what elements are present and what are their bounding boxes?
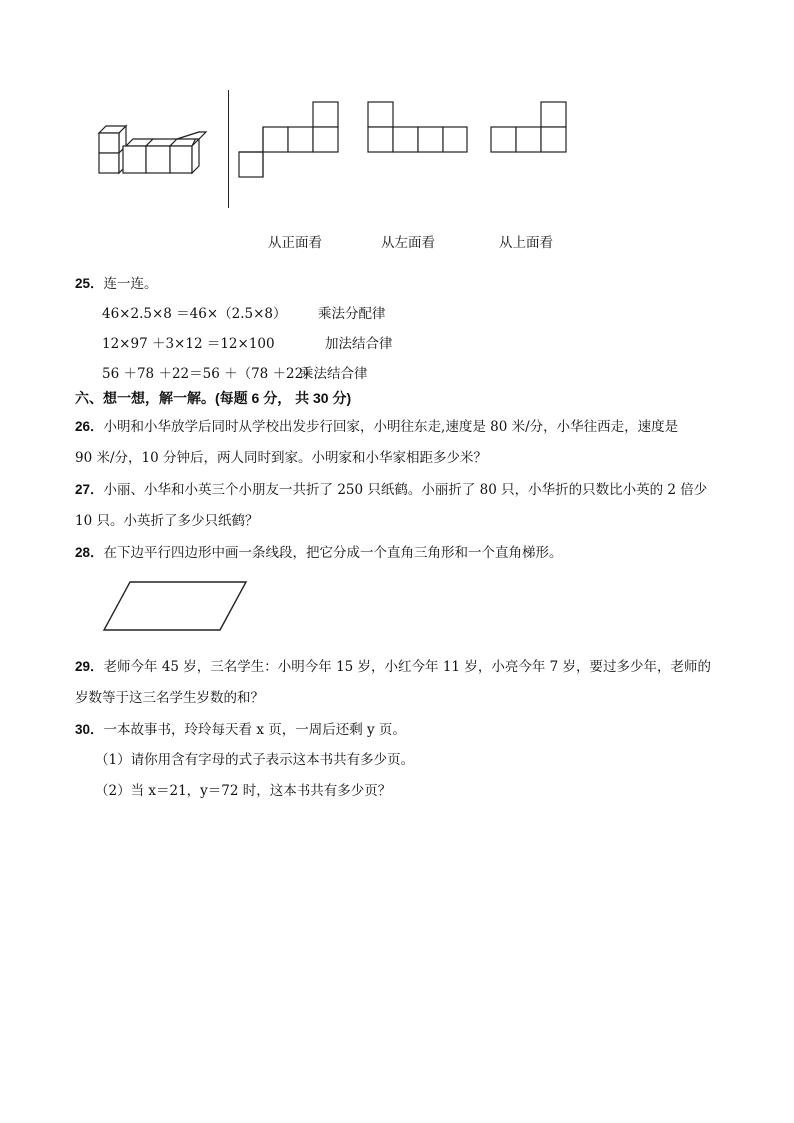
top-view-grid <box>490 101 568 153</box>
q25-law-1[interactable]: 乘法分配律 <box>318 306 386 322</box>
question-number: 30． <box>75 722 104 737</box>
separator-line <box>228 90 229 208</box>
section-6-heading: 六、想一想，解一解。(每题 6 分， 共 30 分) <box>75 390 352 406</box>
question-26-line-2: 90 米/分，10 分钟后，两人同时到家。小明家和小华家相距多少米？ <box>75 450 487 466</box>
left-view-grid <box>367 101 469 153</box>
question-26 <box>75 415 678 435</box>
question-29 <box>75 655 711 675</box>
q25-expression-1[interactable]: 46×2.5×8 ＝46×（2.5×8） <box>102 306 287 322</box>
parallelogram-figure[interactable] <box>100 578 250 634</box>
question-number: 27． <box>75 482 104 497</box>
question-text: 一本故事书，玲玲每天看 x 页，一周后还剩 y 页。 <box>103 722 406 738</box>
question-number: 28． <box>75 545 104 560</box>
question-27-line-2: 10 只。小英折了多少只纸鹤？ <box>75 513 259 529</box>
front-view-grid <box>238 101 340 178</box>
question-number: 29． <box>75 659 104 674</box>
question-28 <box>75 541 563 561</box>
cube-solid-figure <box>95 125 210 180</box>
question-number: 26． <box>75 419 104 434</box>
question-30 <box>75 718 406 738</box>
question-text: 连一连。 <box>103 276 158 292</box>
left-view-label: 从左面看 <box>381 235 435 251</box>
question-30-sub-1: （1）请你用含有字母的式子表示这本书共有多少页。 <box>95 752 415 768</box>
question-27 <box>75 478 707 498</box>
question-number: 25． <box>75 276 104 291</box>
question-30-sub-2: （2）当 x＝21，y＝72 时，这本书共有多少页？ <box>95 783 392 799</box>
q25-expression-2[interactable]: 12×97 ＋3×12 ＝12×100 <box>102 336 275 352</box>
question-29-line-2: 岁数等于这三名学生岁数的和？ <box>75 690 264 706</box>
question-text: 老师今年 45 岁，三名学生：小明今年 15 岁，小红今年 11 岁，小亮今年 7 岁，要过多少年，老师的 <box>103 659 711 675</box>
question-25 <box>75 272 158 292</box>
front-view-label: 从正面看 <box>268 235 322 251</box>
question-text: 在下边平行四边形中画一条线段，把它分成一个直角三角形和一个直角梯形。 <box>103 545 563 561</box>
question-text: 小明和小华放学后同时从学校出发步行回家，小明往东走,速度是 80 米/分，小华往西走，速度是 <box>103 419 679 435</box>
top-view-label: 从上面看 <box>499 235 553 251</box>
question-text: 小丽、小华和小英三个小朋友一共折了 250 只纸鹤。小丽折了 80 只，小华折的只数比小英的 2 倍少 <box>103 482 708 498</box>
q25-expression-3[interactable]: 56 ＋78 ＋22＝56 ＋（78 ＋22） <box>102 366 317 382</box>
q25-law-3[interactable]: 乘法结合律 <box>300 366 368 382</box>
q25-law-2[interactable]: 加法结合律 <box>325 336 393 352</box>
